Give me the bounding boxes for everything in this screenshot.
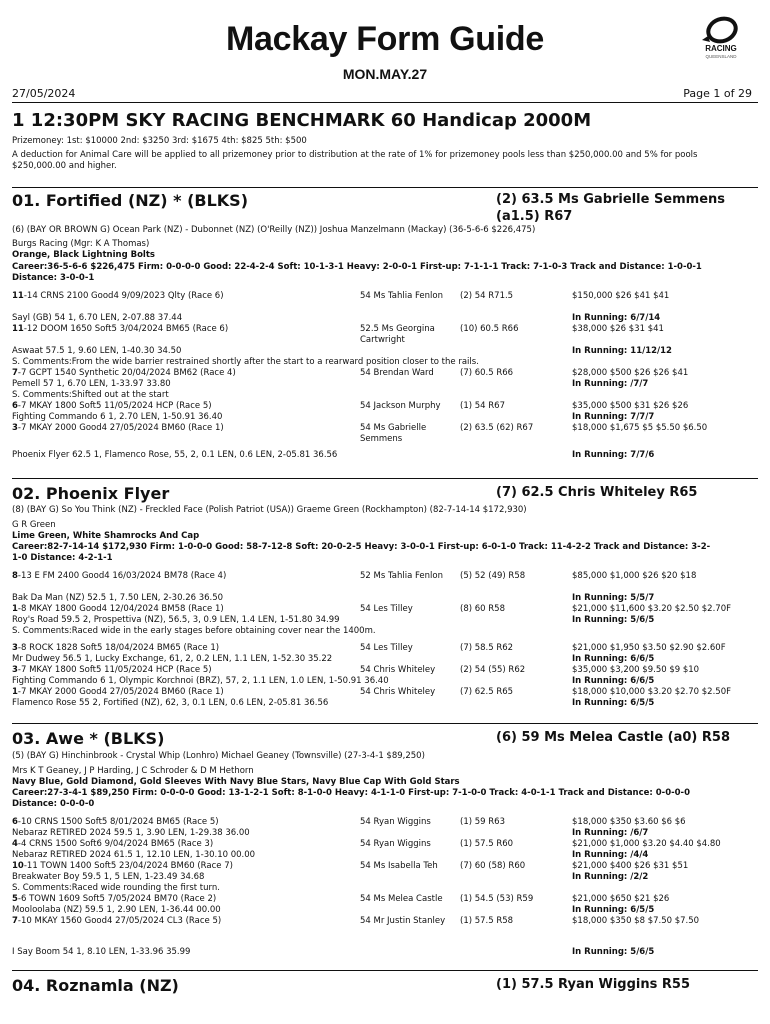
run-finish: 11 <box>12 291 24 301</box>
run-result: Nebaraz RETIRED 2024 59.5 1, 3.90 LEN, 1-29.38 36.00 <box>12 828 250 838</box>
run-prize: $85,000 $1,000 $26 $20 $18 <box>572 571 697 581</box>
form-run <box>12 916 758 957</box>
horse-colours: Navy Blue, Gold Diamond, Gold Sleeves With Navy Blue Stars, Navy Blue Cap With Gold Stars <box>12 777 460 787</box>
page-number: Page 1 of 29 <box>683 87 752 100</box>
horse-jockey-weight: (1) 57.5 Ryan Wiggins R55 <box>496 977 690 992</box>
run-finish: 7 <box>12 368 18 378</box>
horse-career: Career:36-5-6-6 $226,475 Firm: 0-0-0-0 Good: 22-4-2-4 Soft: 10-1-3-1 Heavy: 2-0-0-1 First-up: 7-1-1-1 Track: 7-1-0-3 Track and Distance: 1-0-0-1 Distance: 3-0-0-1 <box>12 262 702 283</box>
run-comment: S. Comments:Raced wide in the early stages before obtaining cover near the 1400m. <box>12 626 376 636</box>
run-jockey: 54 Ms Melea Castle <box>360 894 443 904</box>
run-finish: 5 <box>12 894 18 904</box>
run-info: -12 DOOM 1650 Soft5 3/04/2024 BM65 (Race 6) <box>23 324 229 334</box>
race-title: 1 12:30PM SKY RACING BENCHMARK 60 Handicap 2000M <box>12 110 592 131</box>
logo-subtext: QUEENSLAND <box>705 54 737 59</box>
run-jockey: 54 Ryan Wiggins <box>360 817 431 827</box>
run-result: Bak Da Man (NZ) 52.5 1, 7.50 LEN, 2-30.26 36.50 <box>12 593 224 603</box>
run-finish: 6 <box>12 401 18 411</box>
run-in-running: In Running: /2/2 <box>572 872 649 882</box>
run-jockey: 54 Jackson Murphy <box>360 401 441 411</box>
run-in-running: In Running: 11/12/12 <box>572 346 672 356</box>
run-result: Aswaat 57.5 1, 9.60 LEN, 1-40.30 34.50 <box>12 346 182 356</box>
document-date: 27/05/2024 <box>12 87 76 100</box>
run-result: Breakwater Boy 59.5 1, 5 LEN, 1-23.49 34.68 <box>12 872 205 882</box>
horse-divider <box>12 187 758 188</box>
run-info: -10 CRNS 1500 Soft5 8/01/2024 BM65 (Race 5) <box>17 817 219 827</box>
run-finish: 3 <box>12 643 18 653</box>
horse-trainer: Burgs Racing (Mgr: K A Thomas) <box>12 239 150 249</box>
run-finish: 8 <box>12 571 18 581</box>
logo-text: RACING <box>705 44 737 53</box>
run-jockey: 54 Chris Whiteley <box>360 687 436 697</box>
race-prizemoney: Prizemoney: 1st: $10000 2nd: $3250 3rd: $1675 4th: $825 5th: $500 <box>12 136 307 146</box>
run-comment: S. Comments:Shifted out at the start <box>12 390 169 400</box>
run-barrier: (2) 63.5 (62) R67 <box>460 423 534 433</box>
horse-career: Career:27-3-4-1 $89,250 Firm: 0-0-0-0 Good: 13-1-2-1 Soft: 8-1-0-0 Heavy: 4-1-1-0 First-up: 7-1-0-0 Track: 4-0-1-1 Track and Distance: 0-0-0-0 Distance: 0-0-0-0 <box>12 788 691 809</box>
form-run <box>12 687 758 717</box>
run-barrier: (7) 62.5 R65 <box>460 687 514 697</box>
horse-colours: Lime Green, White Shamrocks And Cap <box>12 531 200 541</box>
run-jockey: 54 Ryan Wiggins <box>360 839 431 849</box>
run-in-running: In Running: /4/4 <box>572 850 649 860</box>
run-result: Mr Dudwey 56.5 1, Lucky Exchange, 61, 2, 0.2 LEN, 1.1 LEN, 1-52.30 35.22 <box>12 654 333 664</box>
run-barrier: (1) 54 R67 <box>460 401 505 411</box>
run-comment: S. Comments:Raced wide rounding the first turn. <box>12 883 220 893</box>
form-run <box>12 324 758 367</box>
run-in-running: In Running: 6/6/5 <box>572 654 655 664</box>
run-in-running: In Running: 6/6/5 <box>572 676 655 686</box>
run-prize: $18,000 $350 $3.60 $6 $6 <box>572 817 686 827</box>
horse-breeding: (8) (BAY G) So You Think (NZ) - Freckled Face (Polish Patriot (USA)) Graeme Green (Rockhampton) (82-7-14-14 $172,930) <box>12 505 527 515</box>
run-in-running: In Running: 6/5/5 <box>572 698 655 708</box>
run-result: Fighting Commando 6 1, 2.70 LEN, 1-50.91 36.40 <box>12 412 223 422</box>
run-info: -7 MKAY 1800 Soft5 11/05/2024 HCP (Race 5) <box>17 401 212 411</box>
run-finish: 3 <box>12 665 18 675</box>
header-divider <box>12 102 758 103</box>
run-prize: $38,000 $26 $31 $41 <box>572 324 664 334</box>
form-run <box>12 423 758 460</box>
run-info: -10 MKAY 1560 Good4 27/05/2024 CL3 (Race 5) <box>17 916 222 926</box>
run-in-running: In Running: 5/6/5 <box>572 947 655 957</box>
run-barrier: (2) 54 (55) R62 <box>460 665 526 675</box>
run-prize: $21,000 $650 $21 $26 <box>572 894 670 904</box>
run-result: Phoenix Flyer 62.5 1, Flamenco Rose, 55, 2, 0.1 LEN, 0.6 LEN, 2-05.81 36.56 <box>12 450 338 460</box>
form-run <box>12 604 758 634</box>
run-barrier: (7) 58.5 R62 <box>460 643 514 653</box>
run-info: -7 MKAY 2000 Good4 27/05/2024 BM60 (Race 1) <box>17 423 224 433</box>
run-barrier: (5) 52 (49) R58 <box>460 571 526 581</box>
run-prize: $21,000 $11,600 $3.20 $2.50 $2.70F <box>572 604 731 614</box>
run-result: Flamenco Rose 55 2, Fortified (NZ), 62, 3, 0.1 LEN, 0.6 LEN, 2-05.81 36.56 <box>12 698 329 708</box>
run-finish: 3 <box>12 423 18 433</box>
run-finish: 11 <box>12 324 24 334</box>
horse-trainer: G R Green <box>12 520 56 530</box>
horse-jockey-weight: (2) 63.5 Ms Gabrielle Semmens (a1.5) R67 <box>496 192 726 224</box>
run-jockey: 54 Ms Tahlia Fenlon <box>360 291 443 301</box>
run-prize: $150,000 $26 $41 $41 <box>572 291 670 301</box>
run-jockey: 54 Brendan Ward <box>360 368 434 378</box>
run-info: -11 TOWN 1400 Soft5 23/04/2024 BM60 (Race 7) <box>23 861 233 871</box>
run-jockey: 54 Ms Isabella Teh <box>360 861 438 871</box>
run-in-running: In Running: 7/7/6 <box>572 450 655 460</box>
run-finish: 6 <box>12 817 18 827</box>
page-title: Mackay Form Guide <box>226 20 544 58</box>
run-result: Pemell 57 1, 6.70 LEN, 1-33.97 33.80 <box>12 379 171 389</box>
horse-name: 01. Fortified (NZ) * (BLKS) <box>12 191 249 210</box>
run-barrier: (8) 60 R58 <box>460 604 505 614</box>
run-prize: $35,000 $500 $31 $26 $26 <box>572 401 689 411</box>
run-finish: 10 <box>12 861 24 871</box>
form-run <box>12 291 758 321</box>
run-prize: $28,000 $500 $26 $26 $41 <box>572 368 689 378</box>
run-info: -7 MKAY 1800 Soft5 11/05/2024 HCP (Race 5) <box>17 665 212 675</box>
run-barrier: (1) 57.5 R60 <box>460 839 514 849</box>
run-jockey: 52 Ms Tahlia Fenlon <box>360 571 443 581</box>
run-in-running: In Running: /7/7 <box>572 379 649 389</box>
run-in-running: In Running: /6/7 <box>572 828 649 838</box>
horse-divider <box>12 723 758 724</box>
run-info: -4 CRNS 1500 Soft6 9/04/2024 BM65 (Race 3) <box>17 839 214 849</box>
run-finish: 4 <box>12 839 18 849</box>
horse-divider <box>12 970 758 971</box>
run-info: -7 GCPT 1540 Synthetic 20/04/2024 BM62 (Race 4) <box>17 368 236 378</box>
run-barrier: (10) 60.5 R66 <box>460 324 519 334</box>
run-jockey: 54 Les Tilley <box>360 604 413 614</box>
run-finish: 1 <box>12 687 18 697</box>
run-result: I Say Boom 54 1, 8.10 LEN, 1-33.96 35.99 <box>12 947 191 957</box>
horse-name: 04. Roznamla (NZ) <box>12 976 179 995</box>
run-prize: $18,000 $350 $8 $7.50 $7.50 <box>572 916 700 926</box>
run-prize: $21,000 $1,950 $3.50 $2.90 $2.60F <box>572 643 726 653</box>
run-prize: $18,000 $1,675 $5 $5.50 $6.50 <box>572 423 708 433</box>
run-info: -7 MKAY 2000 Good4 27/05/2024 BM60 (Race 1) <box>17 687 224 697</box>
horse-breeding: (6) (BAY OR BROWN G) Ocean Park (NZ) - Dubonnet (NZ) (O'Reilly (NZ)) Joshua Manzelmann (Mackay) (36-5-6-6 $226,475) <box>12 225 536 235</box>
run-prize: $35,000 $3,200 $9.50 $9 $10 <box>572 665 700 675</box>
run-result: Roy's Road 59.5 2, Prospettiva (NZ), 56.5, 3, 0.9 LEN, 1.4 LEN, 1-51.80 34.99 <box>12 615 340 625</box>
run-barrier: (1) 54.5 (53) R59 <box>460 894 534 904</box>
run-result: Nebaraz RETIRED 2024 61.5 1, 12.10 LEN, 1-30.10 00.00 <box>12 850 256 860</box>
run-barrier: (1) 59 R63 <box>460 817 505 827</box>
run-finish: 1 <box>12 604 18 614</box>
run-jockey: 54 Mr Justin Stanley <box>360 916 446 926</box>
horse-colours: Orange, Black Lightning Bolts <box>12 250 155 260</box>
form-run <box>12 861 758 891</box>
run-info: -8 ROCK 1828 Soft5 18/04/2024 BM65 (Race 1) <box>17 643 220 653</box>
horse-career: Career:82-7-14-14 $172,930 Firm: 1-0-0-0 Good: 58-7-12-8 Soft: 20-0-2-5 Heavy: 3-0-0-1 First-up: 6-0-1-0 Track: 11-4-2-2 Track and Distance: 3-2-1-0 Distance: 4-2-1-1 <box>12 542 711 563</box>
run-result: Mooloolaba (NZ) 59.5 1, 2.90 LEN, 1-36.44 00.00 <box>12 905 221 915</box>
run-in-running: In Running: 5/6/5 <box>572 615 655 625</box>
meeting-date-heading: MON.MAY.27 <box>342 66 428 82</box>
form-run <box>12 368 758 398</box>
run-in-running: In Running: 7/7/7 <box>572 412 655 422</box>
horse-divider <box>12 478 758 479</box>
horse-jockey-weight: (7) 62.5 Chris Whiteley R65 <box>496 485 698 500</box>
run-info: -14 CRNS 2100 Good4 9/09/2023 Qlty (Race 6) <box>23 291 224 301</box>
race-deduction-note: A deduction for Animal Care will be applied to all prizemoney prior to distribution at the rate of 1% for prizemoney pools less than $250,000.00 and 5% for pools $250,000.00 and higher. <box>12 150 698 171</box>
run-info: -8 MKAY 1800 Good4 12/04/2024 BM58 (Race 1) <box>17 604 224 614</box>
run-jockey: 54 Chris Whiteley <box>360 665 436 675</box>
run-finish: 7 <box>12 916 18 926</box>
run-in-running: In Running: 6/7/14 <box>572 313 661 323</box>
run-barrier: (2) 54 R71.5 <box>460 291 514 301</box>
horse-name: 02. Phoenix Flyer <box>12 484 170 503</box>
horse-trainer: Mrs K T Geaney, J P Harding, J C Schroder & D M Hethorn <box>12 766 254 776</box>
run-prize: $21,000 $400 $26 $31 $51 <box>572 861 689 871</box>
run-info: -13 E FM 2400 Good4 16/03/2024 BM78 (Race 4) <box>17 571 227 581</box>
run-barrier: (7) 60 (58) R60 <box>460 861 526 871</box>
horse-jockey-weight: (6) 59 Ms Melea Castle (a0) R58 <box>496 730 730 745</box>
run-in-running: In Running: 6/5/5 <box>572 905 655 915</box>
run-barrier: (1) 57.5 R58 <box>460 916 514 926</box>
form-run <box>12 571 758 601</box>
run-jockey: 54 Ms Gabrielle Semmens <box>360 423 427 444</box>
horse-name: 03. Awe * (BLKS) <box>12 729 165 748</box>
run-result: Fighting Commando 6 1, Olympic Korchnoi (BRZ), 57, 2, 1.1 LEN, 1.0 LEN, 1-50.91 36.40 <box>12 676 389 686</box>
run-jockey: 52.5 Ms Georgina Cartwright <box>360 324 435 345</box>
run-info: -6 TOWN 1609 Soft5 7/05/2024 BM70 (Race 2) <box>17 894 217 904</box>
run-comment: S. Comments:From the wide barrier restrained shortly after the start to a rearward position closer to the rails. <box>12 357 479 367</box>
run-prize: $18,000 $10,000 $3.20 $2.70 $2.50F <box>572 687 731 697</box>
run-prize: $21,000 $1,000 $3.20 $4.40 $4.80 <box>572 839 721 849</box>
horse-breeding: (5) (BAY G) Hinchinbrook - Crystal Whip (Lonhro) Michael Geaney (Townsville) (27-3-4-1 $89,250) <box>12 751 425 761</box>
run-result: Sayl (GB) 54 1, 6.70 LEN, 2-07.88 37.44 <box>12 313 183 323</box>
run-in-running: In Running: 5/5/7 <box>572 593 655 603</box>
run-jockey: 54 Les Tilley <box>360 643 413 653</box>
run-barrier: (7) 60.5 R66 <box>460 368 514 378</box>
